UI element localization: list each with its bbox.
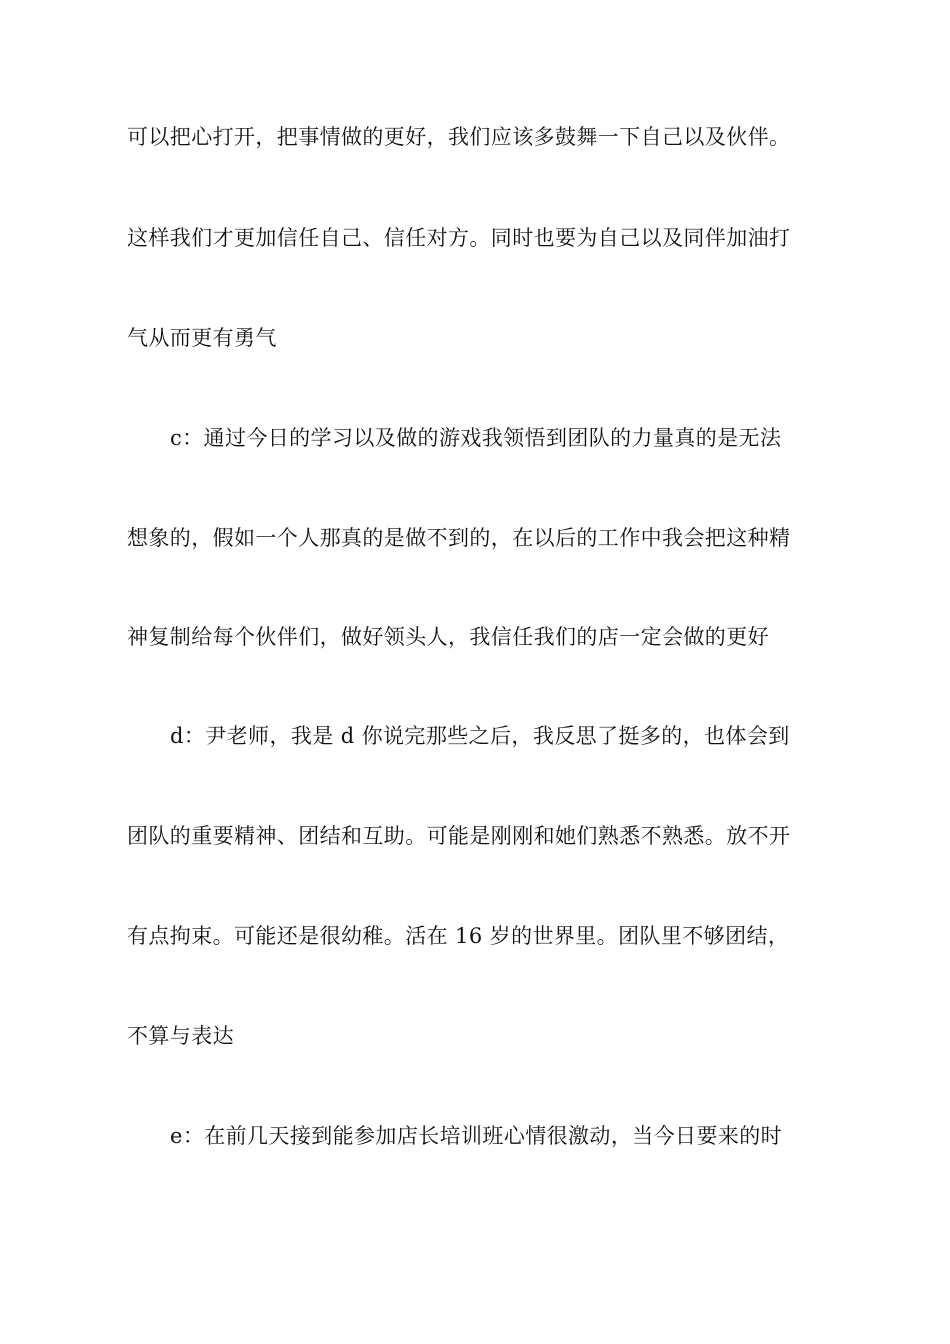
- text-line-4: c：通过今日的学习以及做的游戏我领悟到团队的力量真的是无法: [170, 426, 782, 450]
- text-line-11: e：在前几天接到能参加店长培训班心情很激动，当今日要来的时: [170, 1124, 783, 1148]
- text-line-10: 不算与表达: [127, 1024, 234, 1048]
- text-line-9: 有点拘束。可能还是很幼稚。活在 16 岁的世界里。团队里不够团结，: [127, 924, 790, 948]
- text-line-6: 神复制给每个伙伴们，做好领头人，我信任我们的店一定会做的更好: [127, 625, 769, 649]
- text-line-2: 这样我们才更加信任自己、信任对方。同时也要为自己以及同伴加油打: [127, 226, 791, 250]
- text-line-1: 可以把心打开，把事情做的更好，我们应该多鼓舞一下自己以及伙伴。: [127, 125, 791, 149]
- text-line-8: 团队的重要精神、团结和互助。可能是刚刚和她们熟悉不熟悉。放不开: [127, 824, 791, 848]
- text-line-3: 气从而更有勇气: [127, 326, 277, 350]
- text-line-5: 想象的，假如一个人那真的是做不到的，在以后的工作中我会把这种精: [127, 526, 791, 550]
- text-line-7: d：尹老师，我是 d 你说完那些之后，我反思了挺多的，也体会到: [170, 724, 790, 748]
